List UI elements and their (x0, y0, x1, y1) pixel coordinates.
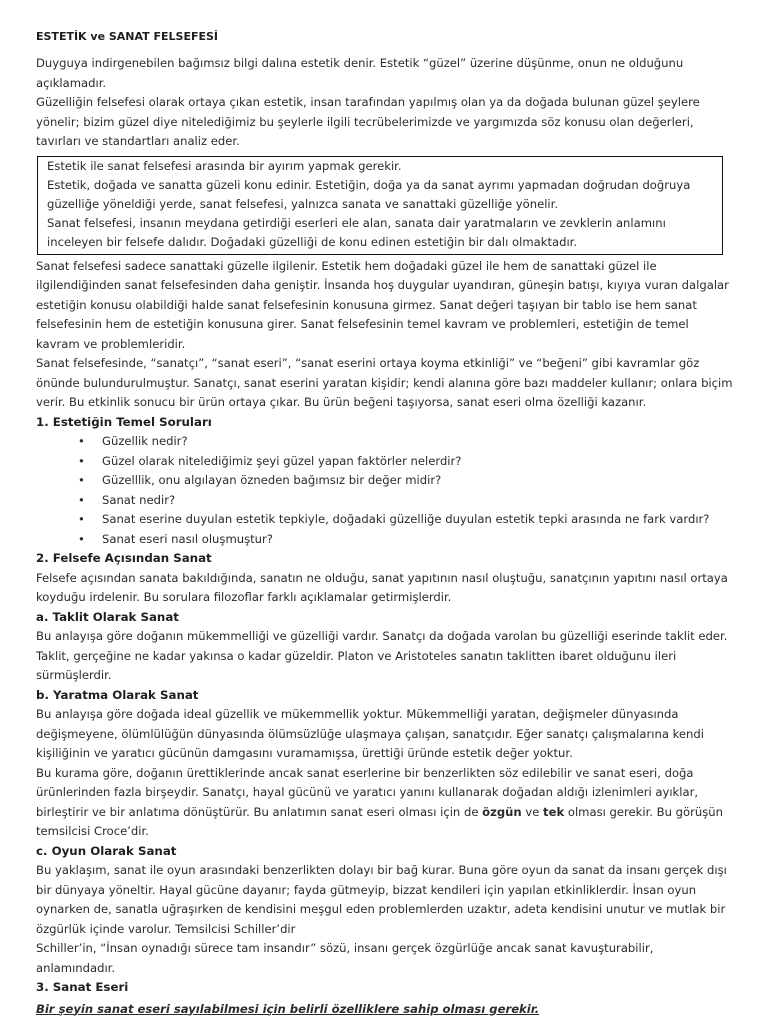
subsection-b-text-2: Bu kurama göre, doğanın ürettiklerinde ancak sanat eserlerine bir benzerlikten söz edilebilir ve sanat eseri, doğa ürünlerinden fazla birşeydir. Sanatçı, hayal gücünü ve yaratıcı yanını kullanarak doğadan aldığı izlenimleri ayıklar, birleştirir ve bir anlatıma dönüştürür. Bu anlatımın sanat eseri olması için de özgün ve tek olması gerekir. Bu görüşün temsilcisi Croce’dir. (36, 765, 723, 838)
box-line-2: Estetik, doğada ve sanatta güzeli konu edinir. Estetiğin, doğa ya da sanat ayrımı yapmadan doğrudan doğruya güzelliğe yöneldiği yerde, sanat felsefesi, yalnızca sanata ve sanattaki güzelliğe yönelir. (47, 177, 691, 211)
bullet-icon: • (78, 531, 85, 546)
bullet-icon: • (78, 434, 85, 448)
list-item: • Güzellik nedir? (102, 432, 736, 452)
section-2-heading: 2. Felsefe Açısından Sanat (36, 551, 212, 565)
box-line-3: Sanat felsefesi, insanın meydana getirdiği eserleri ele alan, sanata dair yaratmaların ve zevklerin anlamını inceleyen bir felsefe dalıdır. Doğadaki güzelliği de konu edinen estetiğin bir dalı olmaktadır. (47, 215, 666, 249)
body-paragraph-2: Sanat felsefesinde, “sanatçı”, “sanat eseri”, “sanat eserini ortaya koyma etkinliği” ve “beğeni” gibi kavramlar göz önünde bulundurulmuştur. Sanatçı, sanat eserini yaratan kişidir; kendi alanına göre bazı maddeler kullanır; onlara biçim verir. Bu etkinlik sonucu bir ürün ortaya çıkar. Bu ürün beğeni taşıyorsa, sanat eseri olma özelliği kazanır. (36, 356, 733, 409)
definition-box (37, 156, 723, 255)
bullet-icon: • (78, 453, 85, 468)
intro-paragraph-1: Duyguya indirgenebilen bağımsız bilgi dalına estetik denir. Estetik “güzel” üzerine düşünme, onun ne olduğunu açıklamadır. (36, 56, 684, 90)
list-item: • Sanat eserine duyulan estetik tepkiyle, doğadaki güzelliğe duyulan estetik tepki arasında ne fark vardır? (102, 510, 736, 530)
section-3-heading: 3. Sanat Eseri (36, 980, 129, 994)
body-paragraph-1: Sanat felsefesi sadece sanattaki güzelle ilgilenir. Estetik hem doğadaki güzel ile hem de sanattaki güzel ile ilgilendiğinden sanat felsefesinden daha geniştir. İnsanda hoş duygular uyandıran, güneşin batışı, kıyıya vuran dalgalar estetiğin konusu olabildiği halde sanat felsefesinin konusuna girmez. Sanat değeri taşıyan bir tablo ise hem sanat felsefesinin hem de estetiğin konusuna girer. Sanat felsefesinin temel kavram ve problemleri, estetiğin de temel kavram ve problemleridir. (36, 258, 729, 351)
subsection-a-text: Bu anlayışa göre doğanın mükemmelliği ve güzelliği vardır. Sanatçı da doğada varolan bu güzelliği eserinde taklit eder. Taklit, gerçeğine ne kadar yakınsa o kadar güzeldir. Platon ve Aristoteles sanatın taklitten ibaret olduğunu ileri sürmüşlerdir. (36, 629, 728, 682)
document (36, 30, 736, 1020)
box-line-1: Estetik ile sanat felsefesi arasında bir ayırım yapmak gerekir. (47, 158, 402, 173)
questions-list (36, 432, 736, 549)
subsection-c-heading: c. Oyun Olarak Sanat (36, 843, 177, 858)
subsection-b-text-1: Bu anlayışa göre doğada ideal güzellik ve mükemmellik yoktur. Mükemmelliği yaratan, değişmeler dünyasında değişmeyene, ölümlülüğün dünyasında ölümsüzlüğe ulaşmaya çalışan, sanatçıdır. Eğer sanatçı çalışmalarına kendi kişiliğinin ve yaratıcı gücünün damgasını vuramamışsa, ürettiği üründe estetik değer yoktur. (36, 707, 704, 760)
emphasis-ozgun: özgün (482, 804, 522, 819)
bullet-icon: • (78, 473, 85, 487)
list-item: • Sanat eseri nasıl oluşmuştur? (102, 530, 736, 550)
list-item: • Güzel olarak nitelediğimiz şeyi güzel yapan faktörler nelerdir? (102, 452, 736, 472)
intro-paragraph-2: Güzelliğin felsefesi olarak ortaya çıkan estetik, insan tarafından yapılmış olan ya da doğada bulunan güzel şeylere yönelir; bizim güzel diye nitelediğimiz bu şeylerle ilgili tecrübelerimizde ve yargımızda söz konusu olan değerleri, tavırları ve standartları analiz eder. (36, 95, 700, 148)
section-1-heading: 1. Estetiğin Temel Soruları (36, 414, 212, 429)
subsection-c-text-2: Schiller’in, “İnsan oynadığı sürece tam insandır” sözü, insanı gerçek özgürlüğe ancak sanat kavuşturabilir, anlamındadır. (36, 941, 654, 975)
list-item: • Sanat nedir? (102, 491, 736, 511)
section-2-text: Felsefe açısından sanata bakıldığında, sanatın ne olduğu, sanat yapıtının nasıl oluştuğu, sanatçının yapıtını nasıl ortaya koyduğu irdelenir. Bu sorulara filozoflar farklı açıklamalar getirmişlerdir. (36, 570, 728, 604)
emphasis-tek: tek (543, 804, 565, 819)
list-item: • Güzelllik, onu algılayan özneden bağımsız bir değer midir? (102, 471, 736, 491)
bullet-icon: • (78, 512, 85, 526)
subsection-a-heading: a. Taklit Olarak Sanat (36, 609, 179, 624)
subsection-c-text-1: Bu yaklaşım, sanat ile oyun arasındaki benzerlikten dolayı bir bağ kurar. Buna göre oyun da sanat da insanı gerçek dışı bir dünyaya yöneltir. Hayal gücüne dayanır; fayda gütmeyip, bizzat kendileri için yapılan etkinliklerdir. İnsan oyun oynarken de, sanatla uğraşırken de kendisini meşgul eden problemlerden uzaktır, adeta kendisini unutur ve mutlak bir özgürlük içinde varolur. Temsilcisi Schiller’dir (36, 863, 727, 936)
subsection-b-heading: b. Yaratma Olarak Sanat (36, 687, 199, 702)
bullet-icon: • (78, 492, 85, 507)
section-3-text: Bir şeyin sanat eseri sayılabilmesi için belirli özelliklere sahip olması gerekir. (36, 1001, 540, 1016)
document-title: ESTETİK ve SANAT FELSEFESİ (36, 30, 219, 43)
